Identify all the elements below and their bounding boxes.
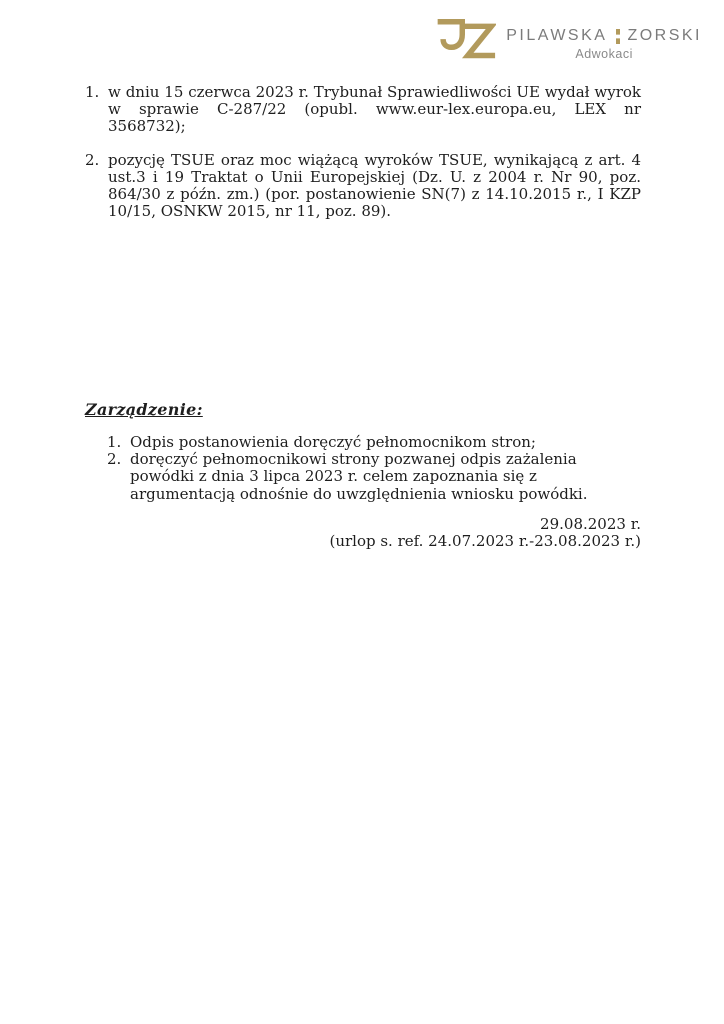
list-item [107,434,641,451]
list-item-text: Odpis postanowienia doręczyć pełnomocnikom stron; [130,433,536,451]
top-numbered-list [85,84,641,236]
list-item-number: 1. [85,83,100,101]
list-item-text: pozycję TSUE oraz moc wiążącą wyroków TSUE, wynikającą z art. 4 ust.3 i 19 Traktat o Unii Europejskiej (Dz. U. z 2004 r. Nr 90, poz. 864/30 z późn. zm.) (por. postanowienie SN(7) z 14.10.2015 r., I KZP 10/15, OSNKW 2015, nr 11, poz. 89). [108,150,641,221]
logo-divider-icon [616,29,620,44]
date-block [85,516,641,550]
list-item [85,152,641,221]
list-item-text: doręczyć pełnomocnikowi strony pozwanej odpis zażalenia powódki z dnia 3 lipca 2023 r. celem zapoznania się z argumentacją odnośnie do uwzględnienia wniosku powódki. [130,450,588,503]
order-section-heading: Zarządzenie: [85,400,203,419]
firm-name [506,27,702,45]
list-item-number: 2. [107,450,122,469]
logo-text-block [506,13,702,61]
list-item-number: 2. [85,150,100,169]
document-date: 29.08.2023 r. [540,515,641,533]
firm-name-left: PILAWSKA [506,27,608,44]
vacation-note: (urlop s. ref. 24.07.2023 r.-23.08.2023 r.) [329,532,641,551]
list-item [107,451,641,503]
list-item-text: w dniu 15 czerwca 2023 r. Trybunał Sprawiedliwości UE wydał wyrok w sprawie C-287/22 (opubl. www.eur-lex.europa.eu, LEX nr 3568732); [108,83,641,136]
list-item-number: 1. [107,433,122,451]
firm-name-right: ZORSKI [627,27,702,44]
firm-subtitle: Adwokaci [575,47,633,61]
law-firm-logo [434,13,702,67]
pz-monogram-icon [434,13,496,67]
order-numbered-list [85,434,641,503]
list-item [85,84,641,136]
